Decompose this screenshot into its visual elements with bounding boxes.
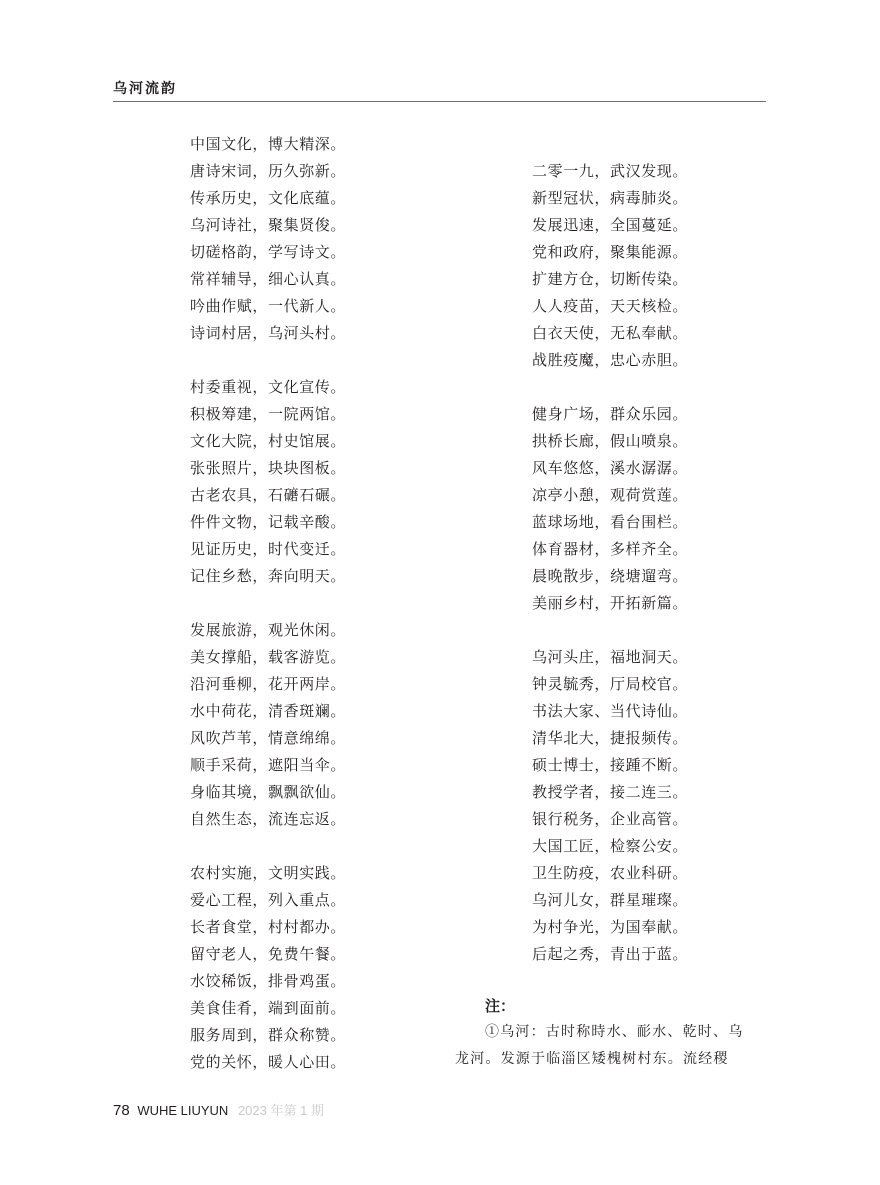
stanza [190,374,420,590]
verse-line: 硕士博士，接踵不断。 [532,756,689,774]
verse-line: 村委重视，文化宣传。 [190,378,347,396]
verse-line: 白衣天使，无私奉献。 [532,324,689,342]
running-title: 乌河流韵 [113,81,177,97]
verse-line: 长者食堂，村村都办。 [190,918,347,936]
verse-line: 件件文物，记载辛酸。 [190,513,347,531]
stanza [190,860,420,1076]
page-number: 78 [113,1102,130,1119]
verse-line: 美女撑船，载客游览。 [190,648,347,666]
verse-line: 风吹芦苇，情意绵绵。 [190,729,347,747]
verse-line: 乌河头庄，福地洞天。 [532,648,689,666]
stanza [532,401,767,617]
verse-line: 二零一九，武汉发现。 [532,162,689,180]
verse-line: 积极筹建，一院两馆。 [190,405,347,423]
verse-line: 留守老人，免费午餐。 [190,945,347,963]
verse-line: 自然生态，流连忘返。 [190,810,347,828]
notes-title: 注： [485,997,516,1015]
verse-line: 党的关怀，暖人心田。 [190,1053,347,1071]
verse-line: 扩建方仓，切断传染。 [532,270,689,288]
verse-line: 水饺稀饭，排骨鸡蛋。 [190,972,347,990]
verse-line: 身临其境，飘飘欲仙。 [190,783,347,801]
verse-line: 农村实施，文明实践。 [190,864,347,882]
verse-line: 大国工匠，检察公安。 [532,837,689,855]
verse-line: 体育器材，多样齐全。 [532,540,689,558]
verse-line: 记住乡愁，奔向明天。 [190,567,347,585]
stanza [190,617,420,833]
header-rule [113,101,766,102]
verse-line: 拱桥长廊，假山喷泉。 [532,432,689,450]
verse-line: 乌河儿女，群星璀璨。 [532,891,689,909]
magazine-name: WUHE LIUYUN [137,1103,229,1118]
verse-line: 爱心工程，列入重点。 [190,891,347,909]
verse-line: 吟曲作赋，一代新人。 [190,297,347,315]
verse-line: 党和政府，聚集能源。 [532,243,689,261]
verse-line: 新型冠状，病毒肺炎。 [532,189,689,207]
verse-line: 传承历史，文化底蕴。 [190,189,347,207]
verse-line: 蓝球场地，看台围栏。 [532,513,689,531]
verse-line: 乌河诗社，聚集贤俊。 [190,216,347,234]
issue-label: 2023 年第 1 期 [237,1103,324,1118]
verse-line: 卫生防疫，农业科研。 [532,864,689,882]
verse-line: 发展迅速，全国蔓延。 [532,216,689,234]
verse-line: 清华北大，捷报频传。 [532,729,689,747]
verse-line: 见证历史，时代变迁。 [190,540,347,558]
verse-line: 切磋格韵，学写诗文。 [190,243,347,261]
verse-line: 健身广场，群众乐园。 [532,405,689,423]
verse-line: 古老农具，石礳石碾。 [190,486,347,504]
poem-right-column [532,131,767,995]
stanza [190,131,420,347]
verse-line: 教授学者，接二连三。 [532,783,689,801]
verse-line: 顺手采荷，遮阳当伞。 [190,756,347,774]
verse-line: 风车悠悠，溪水潺潺。 [532,459,689,477]
verse-line: 服务周到，群众称赞。 [190,1026,347,1044]
verse-line: 凉亭小憩，观荷赏莲。 [532,486,689,504]
notes-section [455,993,767,1073]
verse-line: 常祥辅导，细心认真。 [190,270,347,288]
verse-line: 为村争光，为国奉献。 [532,918,689,936]
verse-line: 书法大家、当代诗仙。 [532,702,689,720]
note-line: 龙河。发源于临淄区矮槐树村东。流经稷 [455,1051,729,1067]
verse-line: 银行税务，企业高管。 [532,810,689,828]
verse-line: 诗词村居，乌河头村。 [190,324,347,342]
verse-line: 战胜疫魔，忠心赤胆。 [532,351,689,369]
verse-line: 晨晚散步，绕塘遛弯。 [532,567,689,585]
verse-line: 张张照片，块块图板。 [190,459,347,477]
verse-line: 美丽乡村，开拓新篇。 [532,594,689,612]
verse-line: 钟灵毓秀，厅局校官。 [532,675,689,693]
verse-line: 美食佳肴，端到面前。 [190,999,347,1017]
verse-line: 中国文化，博大精深。 [190,135,347,153]
blank-line [532,131,767,158]
verse-line: 后起之秀，青出于蓝。 [532,945,689,963]
verse-line: 文化大院，村史馆展。 [190,432,347,450]
verse-line: 水中荷花，清香斑斓。 [190,702,347,720]
stanza [532,158,767,374]
page-footer [113,1100,324,1119]
verse-line: 唐诗宋词，历久弥新。 [190,162,347,180]
verse-line: 人人疫苗，天天核检。 [532,297,689,315]
poem-left-column [190,131,420,1103]
verse-line: 发展旅游，观光休闲。 [190,621,347,639]
note-line: ①乌河：古时称時水、耏水、乾时、乌 [485,1024,744,1040]
verse-line: 沿河垂柳，花开两岸。 [190,675,347,693]
stanza [532,644,767,968]
